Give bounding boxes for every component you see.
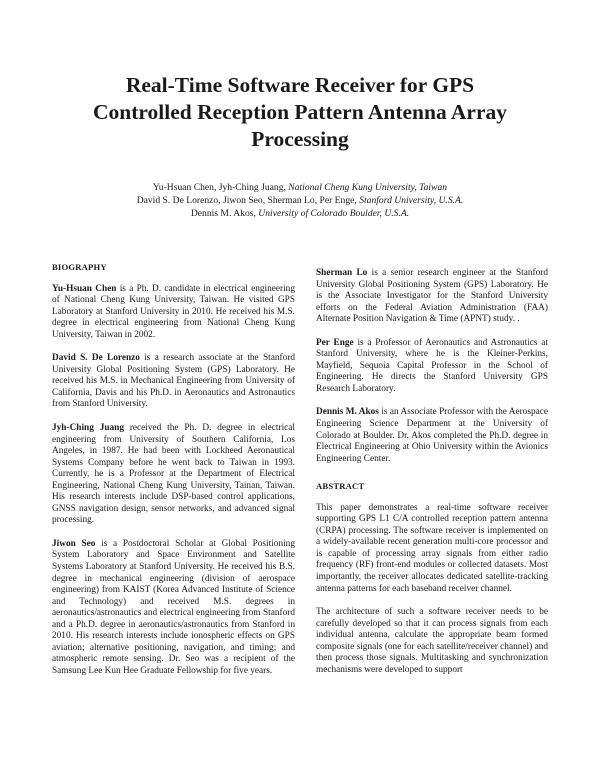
- bio-name: Dennis M. Akos: [316, 407, 379, 418]
- bio-entry: [316, 268, 548, 326]
- author-block: [40, 181, 560, 220]
- bio-text: is a Postdoctoral Scholar at Global Positioning System Laboratory and Space Environment and Satellite Systems Laboratory at Stanford University. He received his B.S. degree in mechanical engineering (division of aerospace engineering) from KAIST (Korea Advanced Institute of Science and Technology) and received M.S. degrees in aeronautics/astronautics and electrical engineering from Stanford and a Ph.D. degree in aeronautics/astronautics from Stanford in 2010. His research interests include ionospheric effects on GPS aviation; alternative positioning, navigation, and timing; and atmospheric remote sensing. Dr. Seo was a recipient of the Samsung Lee Kun Hee Graduate Fellowship for five years.: [52, 538, 295, 676]
- bio-entry: [316, 338, 548, 396]
- bio-entry: [52, 423, 295, 527]
- paper-title: [40, 72, 560, 153]
- author-names: Yu-Hsuan Chen, Jyh-Ching Juang,: [152, 182, 289, 193]
- author-line: [40, 194, 560, 207]
- bio-name: Per Enge: [316, 337, 354, 348]
- bio-name: David S. De Lorenzo: [52, 353, 140, 364]
- author-affiliation: Stanford University, U.S.A.: [359, 195, 464, 206]
- title-line-1: Real-Time Software Receiver for GPS: [125, 73, 475, 97]
- right-column: [316, 268, 548, 688]
- bio-text: received the Ph. D. degree in electrical engineering from University of Southern California, Los Angeles, in 1987. He had been with Lockheed Aeronautical Systems Company before he went back to Taiwan in 1993. Currently, he is a Professor at the Department of Electrical Engineering, National Cheng Kung University, Tainan, Taiwan. His research interests include DSP-based control applications, GNSS navigation design, sensor networks, and advanced signal processing.: [52, 423, 295, 526]
- author-line: [40, 181, 560, 194]
- bio-text: is a senior research engineer at the Stanford University Global Positioning System (GPS) Laboratory. He is the Associate Investigator for the Stanford University efforts on the Federal Aviation Administration (FAA) Alternate Position Navigation & Time (APNT) study. .: [316, 268, 548, 325]
- bio-name: Jyh-Ching Juang: [52, 423, 124, 434]
- title-line-3: Processing: [251, 127, 349, 151]
- biography-heading: BIOGRAPHY: [52, 262, 107, 272]
- abstract-paragraph: The architecture of such a software receiver needs to be carefully developed so that it can process signals from each individual antenna, calculate the appropriate beam formed composite signals (one for each satellite/receiver channel) and then process those signals. Multitasking and synchronization mechanisms were developed to support: [316, 607, 548, 675]
- bio-text: is a Professor of Aeronautics and Astronautics at Stanford University, where he is the Kleiner-Perkins, Mayfield, Sequoia Capital Professor in the School of Engineering. He directs the Stanford University GPS Research Laboratory.: [316, 337, 549, 394]
- author-names: David S. De Lorenzo, Jiwon Seo, Sherman Lo, Per Enge,: [136, 195, 360, 206]
- abstract-paragraph: This paper demonstrates a real-time software receiver supporting GPS L1 C/A controlled reception pattern antenna (CRPA) processing. The software receiver is implemented on a widely-available recent generation multi-core processor and is capable of processing array signals from either radio frequency (RF) front-end modules or collected datasets. Most importantly, the receiver allocates dedicated satellite-tracking antenna patterns for each baseband receiver channel.: [316, 502, 548, 594]
- bio-name: Jiwon Seo: [52, 538, 96, 549]
- bio-text: is a Ph. D. candidate in electrical engineering of National Cheng Kung University, Taiwan. He visited GPS Laboratory at Stanford University in 2010. He received his M.S. degree in electrical engineering from National Cheng Kung University, Taiwan in 2002.: [52, 283, 295, 340]
- left-column: [52, 262, 295, 690]
- bio-entry: [52, 539, 295, 678]
- bio-name: Sherman Lo: [316, 268, 368, 278]
- title-line-2: Controlled Reception Pattern Antenna Array: [92, 100, 508, 124]
- author-line: [40, 207, 560, 220]
- bio-entry: [316, 407, 548, 465]
- bio-entry: [52, 353, 295, 411]
- bio-text: is a research associate at the Stanford University Global Positioning System (GPS) Laboratory. He received his M.S. in Mechanical Engineering from University of California, Davis and his Ph.D. in Aeronautics and Astronautics from Stanford University.: [52, 353, 295, 410]
- author-affiliation: National Cheng Kung University, Taiwan: [288, 182, 448, 193]
- bio-entry: [52, 284, 295, 342]
- author-names: Dennis M. Akos,: [190, 208, 259, 219]
- author-affiliation: University of Colorado Boulder, U.S.A.: [258, 208, 410, 219]
- bio-name: Yu-Hsuan Chen: [52, 283, 117, 294]
- abstract-heading: ABSTRACT: [316, 481, 365, 492]
- bio-text: is an Associate Professor with the Aerospace Engineering Science Department at the University of Colorado at Boulder. Dr. Akos completed the Ph.D. degree in Electrical Engineering at Ohio University within the Avionics Engineering Center.: [316, 407, 548, 464]
